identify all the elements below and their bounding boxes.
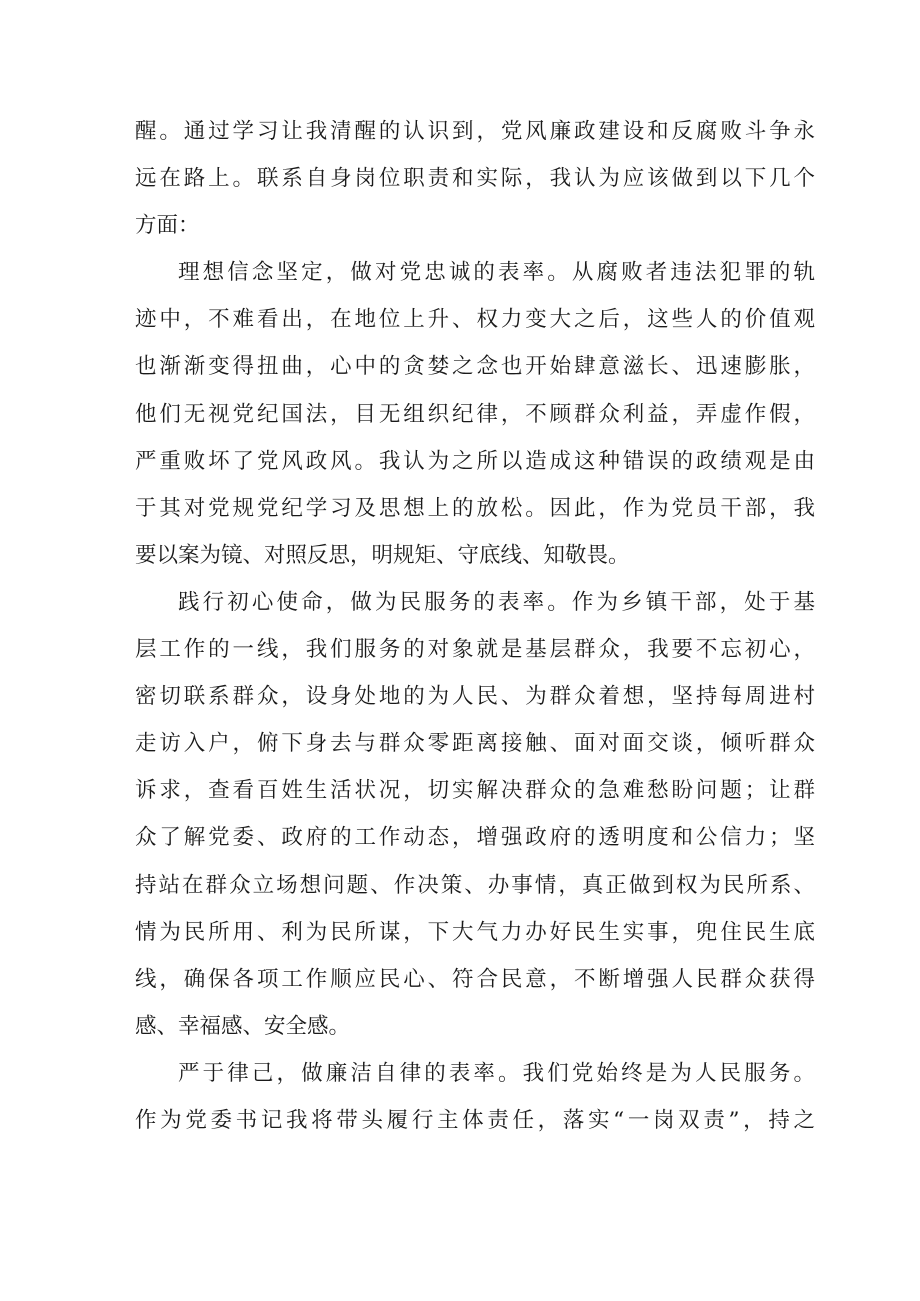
text-line: 践行初心使命，做为民服务的表率。作为乡镇干部，处于基 <box>178 589 815 615</box>
text-line: 作为党委书记我将带头履行主体责任，落实“一岗双责”，持之 <box>135 1107 815 1133</box>
text-line: 严于律己，做廉洁自律的表率。我们党始终是为人民服务。 <box>178 1060 815 1086</box>
text-line: 众了解党委、政府的工作动态，增强政府的透明度和公信力；坚 <box>135 825 815 851</box>
text-line: 持站在群众立场想问题、作决策、办事情，真正做到权为民所系、 <box>135 872 815 898</box>
text-line: 他们无视党纪国法，目无组织纪律，不顾群众利益，弄虚作假， <box>135 401 815 427</box>
text-line: 情为民所用、利为民所谋，下大气力办好民生实事，兜住民生底 <box>135 919 815 945</box>
text-line: 密切联系群众，设身处地的为人民、为群众着想，坚持每周进村 <box>135 684 815 710</box>
text-line: 远在路上。联系自身岗位职责和实际，我认为应该做到以下几个 <box>135 166 815 192</box>
text-line: 感、幸福感、安全感。 <box>135 1013 351 1039</box>
text-line: 严重败坏了党风政风。我认为之所以造成这种错误的政绩观是由 <box>135 448 815 474</box>
text-line: 方面： <box>135 213 200 239</box>
text-line: 线，确保各项工作顺应民心、符合民意，不断增强人民群众获得 <box>135 966 815 992</box>
text-line: 理想信念坚定，做对党忠诚的表率。从腐败者违法犯罪的轨 <box>178 260 815 286</box>
text-line: 于其对党规党纪学习及思想上的放松。因此，作为党员干部，我 <box>135 495 815 521</box>
paragraph <box>135 108 815 249</box>
paragraph <box>135 1050 815 1144</box>
text-line: 也渐渐变得扭曲，心中的贪婪之念也开始肆意滋长、迅速膨胀， <box>135 354 815 380</box>
document-body <box>135 108 815 1144</box>
text-line: 层工作的一线，我们服务的对象就是基层群众，我要不忘初心， <box>135 637 815 663</box>
text-line: 诉求，查看百姓生活状况，切实解决群众的急难愁盼问题；让群 <box>135 778 815 804</box>
paragraph <box>135 249 815 579</box>
text-line: 迹中，不难看出，在地位上升、权力变大之后，这些人的价值观 <box>135 307 815 333</box>
text-line: 醒。通过学习让我清醒的认识到，党风廉政建设和反腐败斗争永 <box>135 119 815 144</box>
text-line: 走访入户，俯下身去与群众零距离接触、面对面交谈，倾听群众 <box>135 731 815 757</box>
text-line: 要以案为镜、对照反思，明规矩、守底线、知敬畏。 <box>135 542 630 568</box>
paragraph <box>135 579 815 1050</box>
